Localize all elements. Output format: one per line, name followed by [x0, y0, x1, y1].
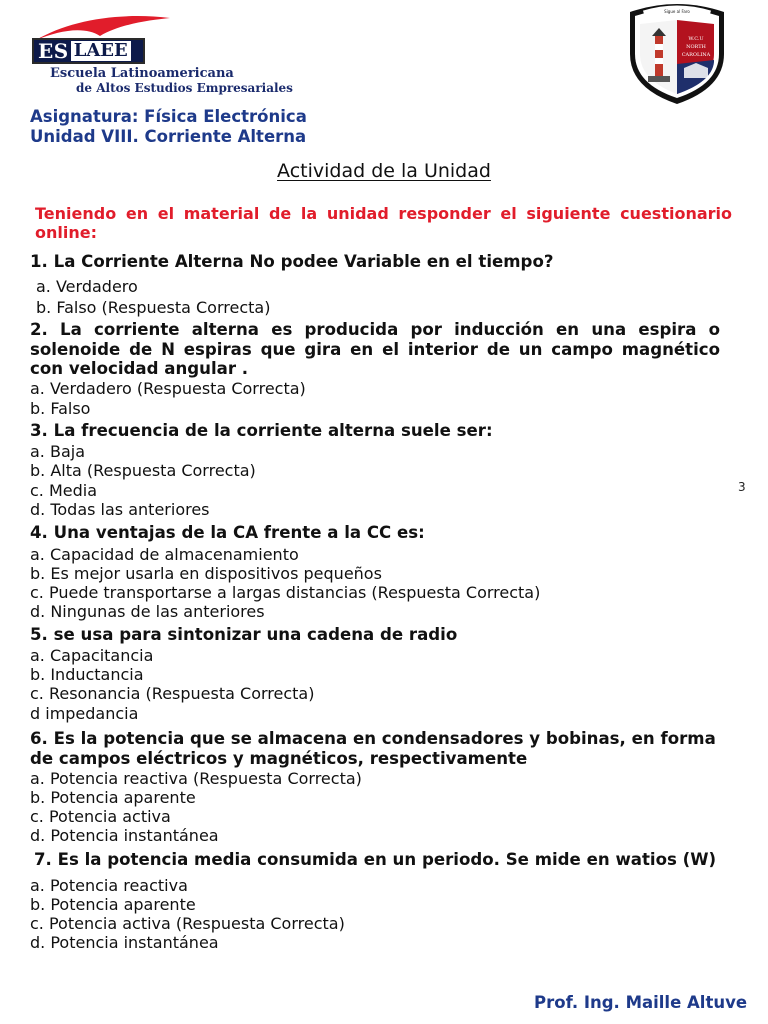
question-4-option-b: b. Es mejor usarla en dispositivos pequeños: [30, 564, 382, 583]
subject-block: [30, 107, 307, 147]
question-3-option-c: c. Media: [30, 481, 98, 500]
question-4: 4. Una ventajas de la CA frente a la CC es:: [30, 523, 425, 542]
question-2-option-b: b. Falso: [30, 399, 91, 418]
logo-school-name-line2: de Altos Estudios Empresariales: [76, 81, 293, 95]
question-7: 7. Es la potencia media consumida en un periodo. Se mide en watios (W): [34, 850, 717, 869]
question-5: 5. se usa para sintonizar una cadena de radio: [30, 625, 458, 644]
logo-es-text: ES: [38, 39, 69, 63]
question-2: 2. La corriente alterna es producida por inducción en una espira o solenoide de N espiras que gira en el interior de un campo magnético con velocidad angular .: [30, 320, 720, 378]
question-7-option-c: c. Potencia activa (Respuesta Correcta): [30, 914, 345, 933]
university-crest-icon: [622, 2, 732, 106]
question-7-option-a: a. Potencia reactiva: [30, 876, 188, 895]
crest-label-3: CAROLINA: [681, 52, 711, 58]
question-6-option-a: a. Potencia reactiva (Respuesta Correcta): [30, 769, 362, 788]
question-5-option-d: d impedancia: [30, 704, 139, 723]
question-1-option-b: b. Falso (Respuesta Correcta): [36, 298, 271, 317]
question-3: 3. La frecuencia de la corriente alterna suele ser:: [30, 421, 493, 440]
instructions: Teniendo en el material de la unidad responder el siguiente cuestionario online:: [35, 204, 732, 242]
question-6-option-c: c. Potencia activa: [30, 807, 171, 826]
question-6-option-b: b. Potencia aparente: [30, 788, 196, 807]
logo-wordmark: [32, 38, 145, 64]
logo-laee-text: LAEE: [71, 41, 131, 61]
question-3-option-a: a. Baja: [30, 442, 86, 461]
question-7-option-d: d. Potencia instantánea: [30, 933, 219, 952]
crest-label-1: W.C.U: [688, 36, 704, 42]
question-2-option-a: a. Verdadero (Respuesta Correcta): [30, 379, 306, 398]
question-4-option-d: d. Ningunas de las anteriores: [30, 602, 265, 621]
question-4-option-a: a. Capacidad de almacenamiento: [30, 545, 299, 564]
crest-ribbon-text: Sigue al Faro: [664, 9, 690, 14]
crest-label-2: NORTH: [686, 44, 706, 50]
logo-school-name-line1: Escuela Latinoamericana: [50, 66, 234, 81]
eslaee-logo: [30, 14, 300, 94]
question-5-option-c: c. Resonancia (Respuesta Correcta): [30, 684, 315, 703]
question-3-option-d: d. Todas las anteriores: [30, 500, 210, 519]
question-4-option-c: c. Puede transportarse a largas distancias (Respuesta Correcta): [30, 583, 541, 602]
page-number: 3: [738, 480, 746, 494]
page-title-text: Actividad de la Unidad: [277, 160, 491, 182]
question-5-option-b: b. Inductancia: [30, 665, 144, 684]
question-5-option-a: a. Capacitancia: [30, 646, 154, 665]
question-1: 1. La Corriente Alterna No podee Variable en el tiempo?: [30, 252, 554, 271]
question-7-option-b: b. Potencia aparente: [30, 895, 196, 914]
subject-title: Asignatura: Física Electrónica: [30, 107, 307, 126]
question-3-option-b: b. Alta (Respuesta Correcta): [30, 461, 256, 480]
question-6-option-d: d. Potencia instantánea: [30, 826, 219, 845]
question-6: 6. Es la potencia que se almacena en condensadores y bobinas, en forma de campos eléctricos y magnéticos, respectivamente: [30, 729, 716, 768]
professor-signature: Prof. Ing. Maille Altuve: [534, 993, 748, 1012]
question-1-option-a: a. Verdadero: [36, 277, 138, 296]
unit-title: Unidad VIII. Corriente Alterna: [30, 127, 307, 146]
page-title: [0, 160, 768, 182]
